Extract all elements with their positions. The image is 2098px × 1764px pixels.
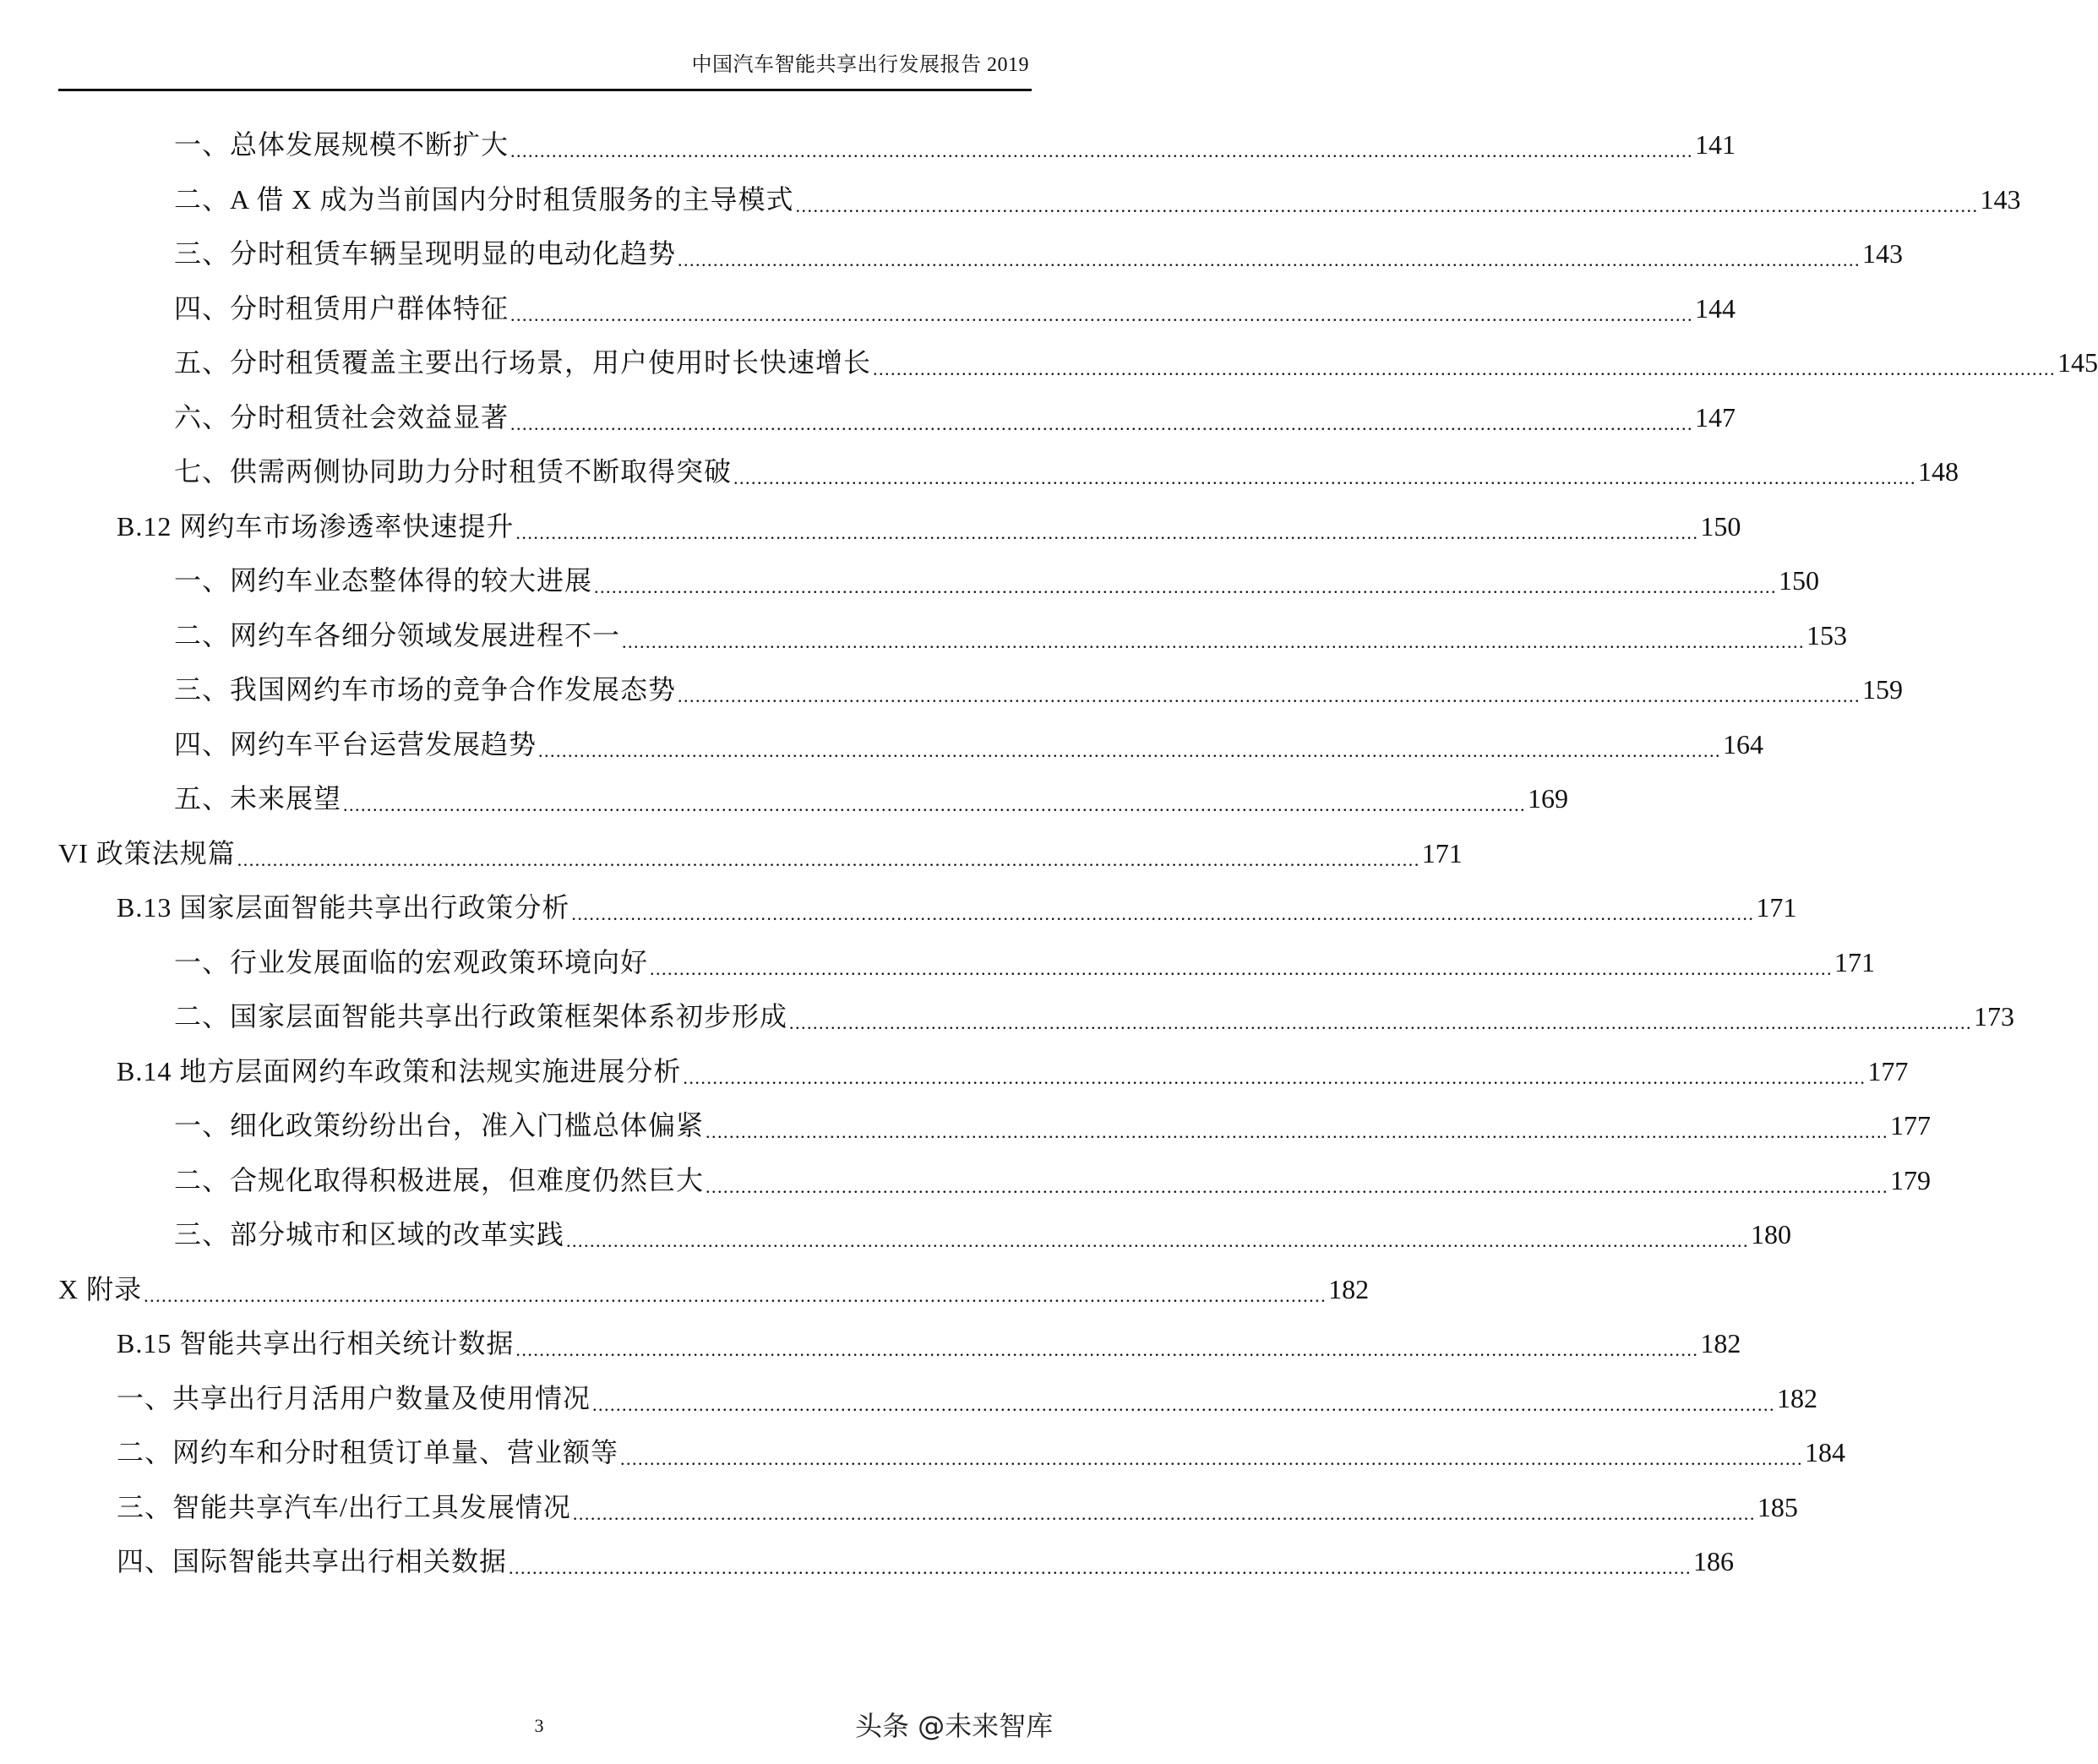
toc-entry[interactable] — [174, 125, 1736, 164]
toc-entry[interactable] — [174, 1161, 1932, 1200]
dot-leader: ........................................................................................................................................................................................................ — [343, 794, 1527, 815]
toc-entry-page: 180 — [1751, 1219, 1792, 1250]
toc-entry-title: B.15 智能共享出行相关统计数据 — [117, 1328, 515, 1358]
watermark: 头条 @未来智库 — [855, 1710, 1054, 1742]
toc-entry[interactable] — [58, 834, 1463, 873]
toc-entry-title: 二、网约车各细分领域发展进程不一 — [174, 619, 621, 651]
toc-entry-page: 182 — [1328, 1273, 1370, 1304]
dot-leader: ........................................................................................................................................................................................................ — [650, 957, 1834, 979]
dot-leader: ........................................................................................................................................................................................................ — [678, 249, 1861, 270]
toc-entry-page: 153 — [1806, 619, 1848, 651]
toc-entry-title: 一、细化政策纷纷出台，准入门槛总体偏紧 — [174, 1110, 705, 1141]
toc-entry[interactable] — [174, 289, 1736, 328]
toc-entry-page: 164 — [1723, 728, 1764, 760]
toc-entry-page: 148 — [1918, 456, 1959, 487]
toc-entry-title: X 附录 — [58, 1273, 143, 1304]
toc-entry-page: 171 — [1756, 892, 1797, 923]
toc-entry-title: 五、分时租赁覆盖主要出行场景，用户使用时长快速增长 — [174, 347, 872, 378]
toc-entry-title: 一、行业发展面临的宏观政策环境向好 — [174, 946, 649, 977]
toc-entry-page: 173 — [1974, 1001, 2015, 1032]
toc-entry-title: 三、智能共享汽车/出行工具发展情况 — [117, 1491, 571, 1522]
toc-entry-page: 143 — [1862, 238, 1904, 269]
dot-leader: ........................................................................................................................................................................................................ — [510, 140, 1694, 161]
toc-entry[interactable] — [174, 452, 1959, 491]
toc-entry-title: B.13 国家层面智能共享出行政策分析 — [117, 892, 570, 923]
toc-entry[interactable] — [58, 1270, 1370, 1309]
toc-entry-title: 一、网约车业态整体得的较大进展 — [174, 565, 593, 596]
toc-entry-page: 143 — [1980, 183, 2021, 215]
dot-leader: ........................................................................................................................................................................................................ — [144, 1284, 1327, 1306]
dot-leader: ........................................................................................................................................................................................................ — [706, 1121, 1889, 1142]
toc-entry[interactable] — [117, 1433, 1846, 1472]
toc-entry[interactable] — [174, 670, 1904, 709]
dot-leader: ........................................................................................................................................................................................................ — [594, 576, 1778, 597]
toc-entry-page: 184 — [1805, 1437, 1846, 1467]
dot-leader: ........................................................................................................................................................................................................ — [538, 739, 1722, 761]
toc-entry-title: B.12 网约车市场渗透率快速提升 — [117, 510, 515, 542]
dot-leader: ........................................................................................................................................................................................................ — [873, 358, 2057, 379]
toc-entry[interactable] — [174, 943, 1876, 982]
dot-leader: ........................................................................................................................................................................................................ — [571, 903, 1755, 924]
running-header-title: 中国汽车智能共享出行发展报告 2019 — [691, 54, 1029, 76]
toc-entry-page: 182 — [1700, 1328, 1741, 1358]
toc-entry-title: VI 政策法规篇 — [58, 837, 236, 868]
toc-entry-page: 144 — [1695, 292, 1736, 324]
toc-entry-page: 141 — [1695, 129, 1736, 160]
toc-entry-title: 一、总体发展规模不断扩大 — [174, 129, 510, 160]
dot-leader: ........................................................................................................................................................................................................ — [572, 1502, 1756, 1524]
dot-leader: ........................................................................................................................................................................................................ — [510, 303, 1694, 325]
toc-entry-page: 171 — [1421, 837, 1463, 868]
dot-leader: ........................................................................................................................................................................................................ — [622, 630, 1806, 652]
toc-entry[interactable] — [117, 1379, 1818, 1418]
toc-entry-title: 二、网约车和分时租赁订单量、营业额等 — [117, 1437, 619, 1467]
header-rule — [58, 89, 1032, 91]
dot-leader: ........................................................................................................................................................................................................ — [566, 1230, 1750, 1251]
dot-leader: ........................................................................................................................................................................................................ — [592, 1393, 1776, 1415]
dot-leader: ........................................................................................................................................................................................................ — [515, 1339, 1699, 1360]
toc-entry[interactable] — [174, 616, 1848, 655]
dot-leader: ........................................................................................................................................................................................................ — [795, 194, 1979, 216]
dot-leader: ........................................................................................................................................................................................................ — [678, 685, 1861, 706]
toc-entry-title: 四、网约车平台运营发展趋势 — [174, 728, 537, 760]
toc-entry-title: 五、未来展望 — [174, 783, 342, 814]
page-number: 3 — [534, 1715, 544, 1736]
toc-entry-title: 六、分时租赁社会效益显著 — [174, 401, 510, 433]
toc-entry[interactable] — [117, 1542, 1735, 1581]
toc-entry-page: 177 — [1890, 1110, 1932, 1141]
toc-entry-title: 二、合规化取得积极进展，但难度仍然巨大 — [174, 1164, 705, 1195]
toc-entry[interactable] — [174, 180, 2021, 219]
toc-entry-title: B.14 地方层面网约车政策和法规实施进展分析 — [117, 1055, 682, 1086]
toc-entry-page: 169 — [1528, 783, 1569, 814]
toc-entry-page: 182 — [1777, 1382, 1818, 1413]
toc-entry-title: 三、分时租赁车辆呈现明显的电动化趋势 — [174, 238, 677, 269]
toc-entry-title: 二、国家层面智能共享出行政策框架体系初步形成 — [174, 1001, 788, 1032]
toc-entry-page: 177 — [1867, 1055, 1909, 1086]
toc-entry-title: 四、国际智能共享出行相关数据 — [117, 1546, 508, 1576]
toc-entry[interactable] — [174, 234, 1904, 273]
toc-entry[interactable] — [117, 1324, 1741, 1363]
toc-entry-page: 159 — [1862, 674, 1904, 705]
toc-entry-page: 179 — [1890, 1164, 1932, 1195]
toc-entry[interactable] — [174, 1215, 1792, 1254]
toc-entry-page: 150 — [1779, 565, 1820, 596]
toc-entry[interactable] — [174, 561, 1820, 600]
toc-entry-title: 三、部分城市和区域的改革实践 — [174, 1219, 565, 1250]
toc-entry[interactable] — [117, 1052, 1909, 1091]
toc-entry-page: 147 — [1695, 401, 1736, 433]
toc-entry-page: 186 — [1693, 1546, 1735, 1576]
toc-entry-title: 七、供需两侧协同助力分时租赁不断取得突破 — [174, 456, 733, 487]
toc-entry-title: 二、A 借 X 成为当前国内分时租赁服务的主导模式 — [174, 183, 794, 215]
toc-entry-title: 四、分时租赁用户群体特征 — [174, 292, 510, 324]
toc-entry[interactable] — [174, 725, 1764, 764]
dot-leader: ........................................................................................................................................................................................................ — [237, 848, 1420, 870]
toc-entry[interactable] — [117, 507, 1741, 546]
toc-entry[interactable] — [174, 779, 1569, 818]
dot-leader: ........................................................................................................................................................................................................ — [706, 1175, 1889, 1197]
toc-entry[interactable] — [174, 997, 2015, 1036]
toc-entry-title: 一、共享出行月活用户数量及使用情况 — [117, 1382, 591, 1413]
toc-entry[interactable] — [174, 1106, 1932, 1145]
dot-leader: ........................................................................................................................................................................................................ — [509, 1557, 1692, 1578]
toc-entry[interactable] — [117, 1488, 1798, 1527]
dot-leader: ........................................................................................................................................................................................................ — [620, 1448, 1804, 1469]
toc-entry-title: 三、我国网约车市场的竞争合作发展态势 — [174, 674, 677, 705]
toc-entry-page: 185 — [1757, 1491, 1798, 1522]
dot-leader: ........................................................................................................................................................................................................ — [510, 412, 1694, 434]
toc-entry-page: 150 — [1700, 510, 1741, 542]
toc-entry-page: 145 — [2057, 347, 2098, 378]
dot-leader: ........................................................................................................................................................................................................ — [733, 467, 1917, 488]
dot-leader: ........................................................................................................................................................................................................ — [683, 1066, 1866, 1088]
toc-entry[interactable] — [174, 398, 1736, 437]
toc-entry[interactable] — [174, 343, 2098, 382]
toc-entry[interactable] — [117, 888, 1797, 927]
dot-leader: ........................................................................................................................................................................................................ — [515, 521, 1699, 543]
toc-entry-page: 171 — [1834, 946, 1876, 977]
dot-leader: ........................................................................................................................................................................................................ — [789, 1012, 1973, 1033]
